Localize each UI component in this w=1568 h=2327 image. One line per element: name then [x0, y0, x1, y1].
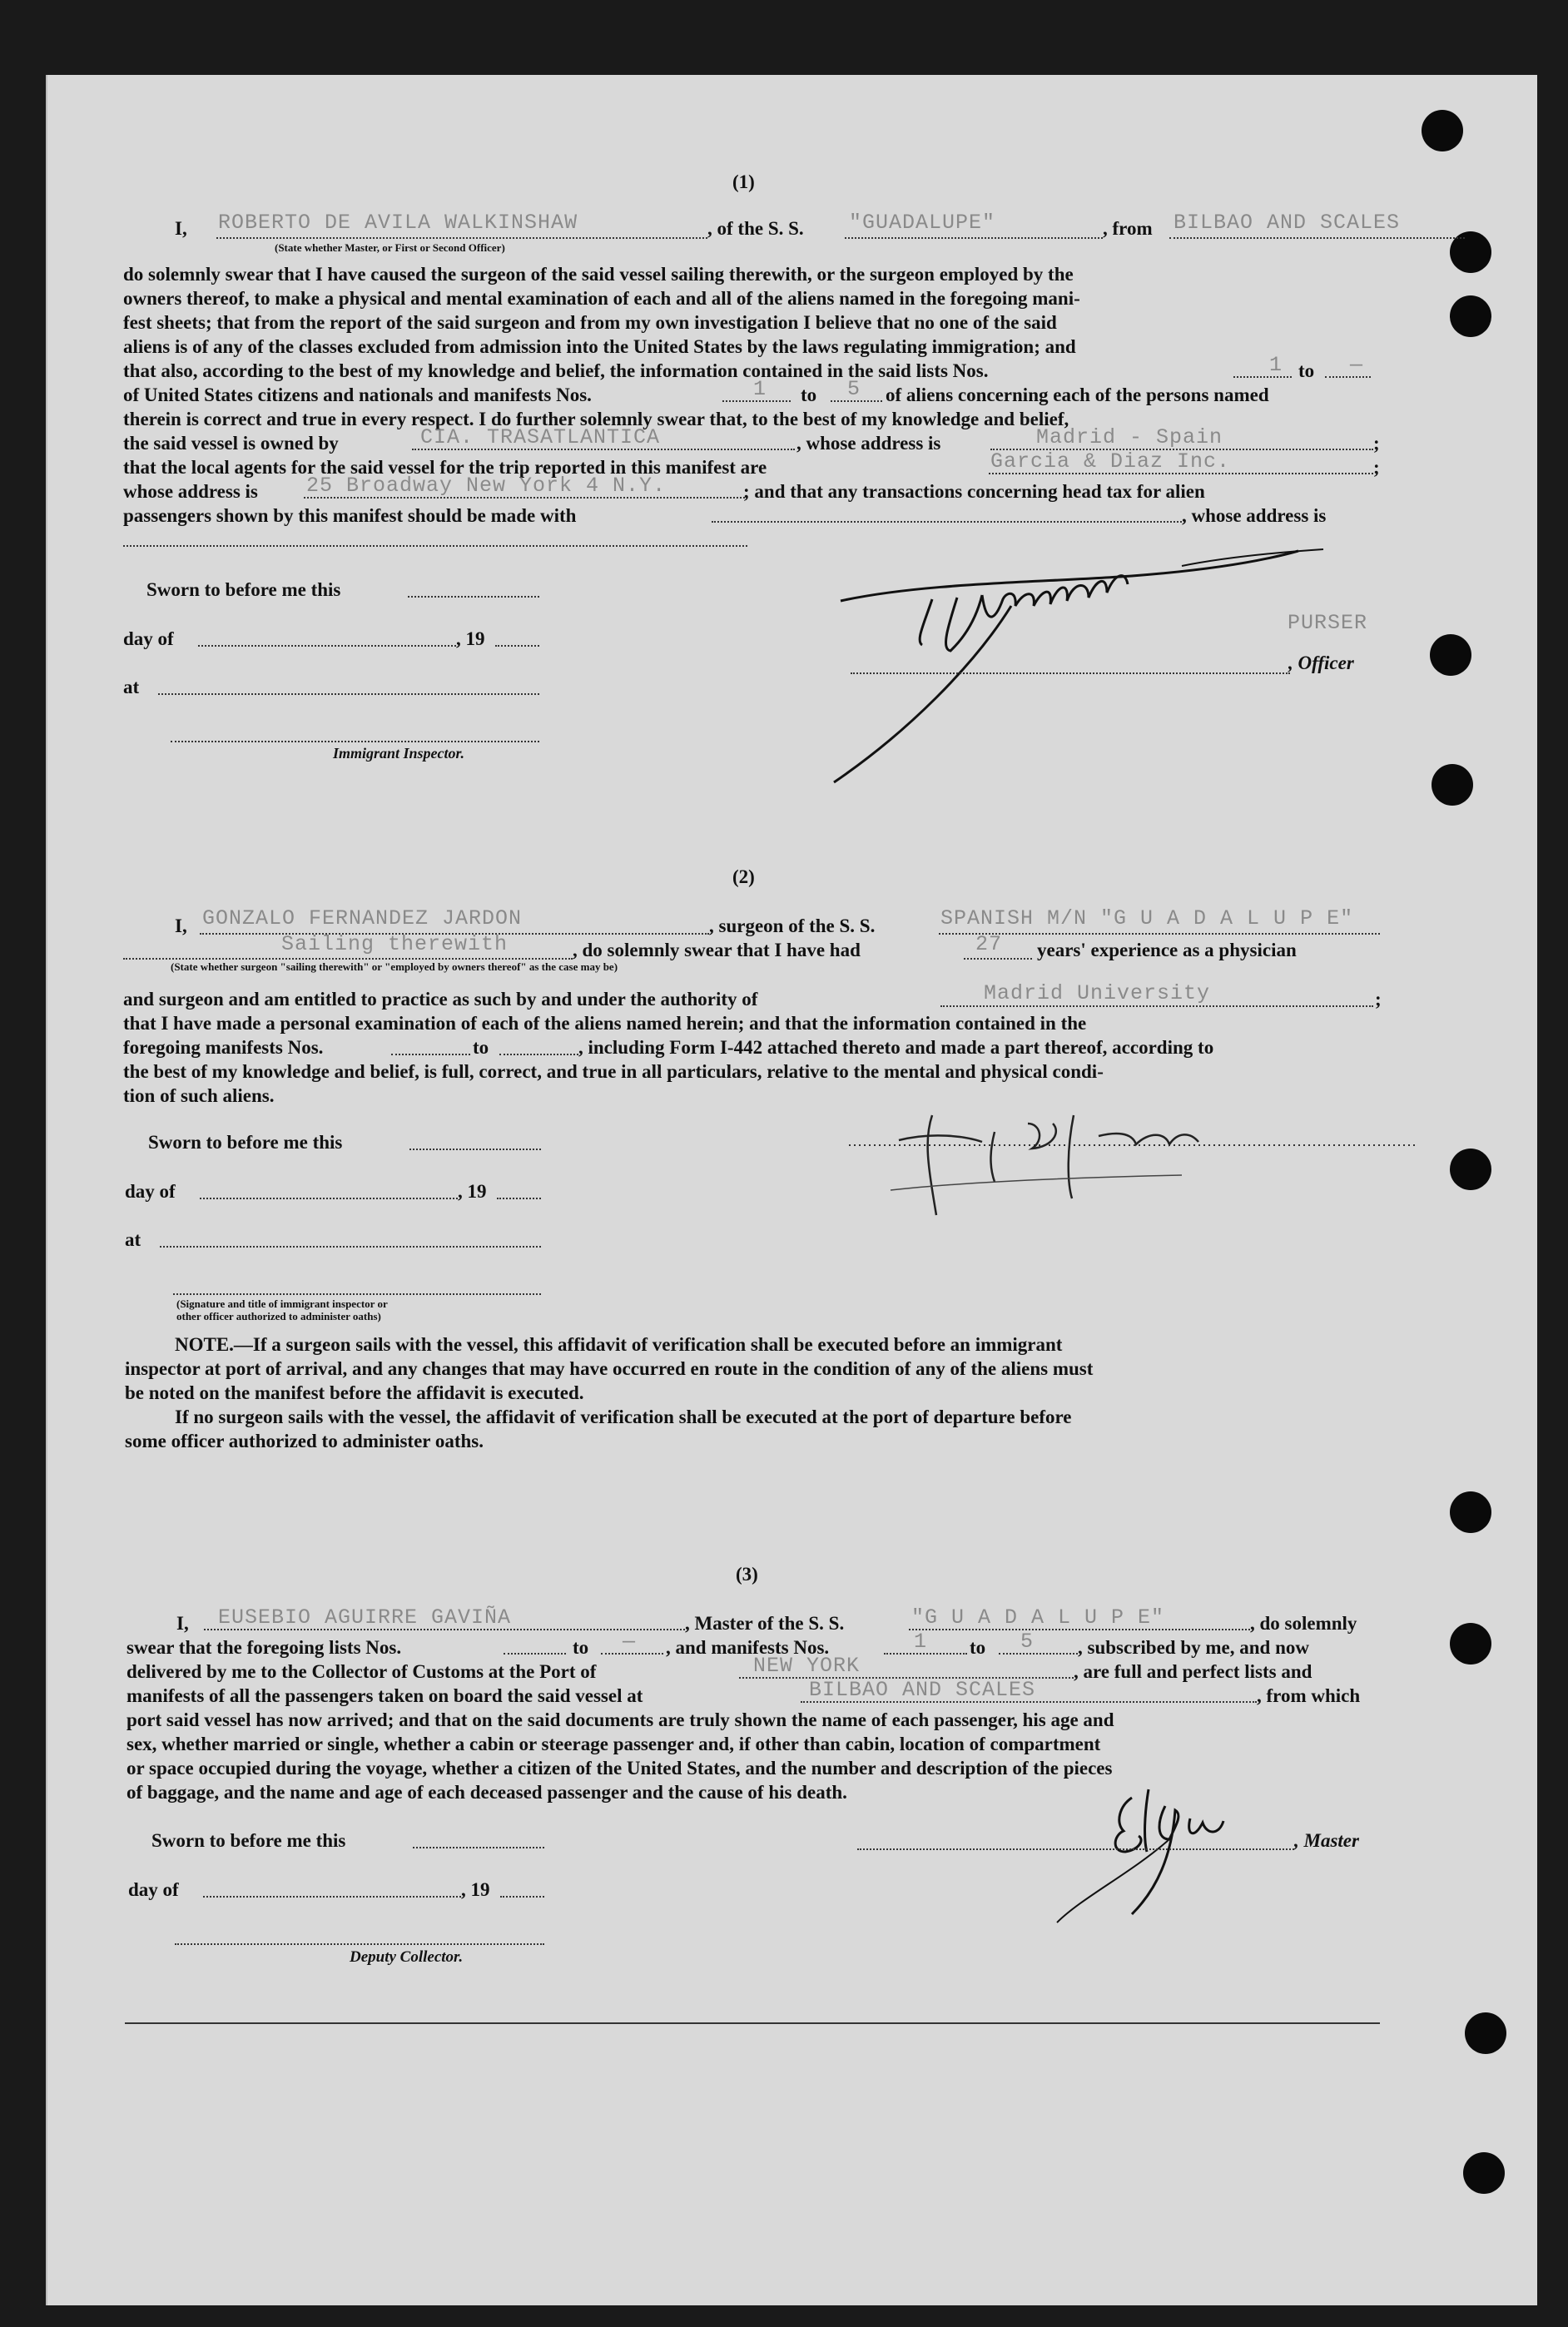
year-text: , 19: [456, 628, 485, 649]
section3-master-name-value: EUSEBIO AGUIRRE GAVIÑA: [218, 1605, 512, 1630]
line6b: of aliens concerning each of the persons named: [886, 385, 1269, 405]
sworn-text: Sworn to before me this: [146, 579, 341, 600]
section1-number: (1): [732, 171, 755, 192]
sig-caption-2: other officer authorized to administer oaths): [176, 1310, 381, 1322]
lists-to-line: [1325, 376, 1371, 378]
section1-line: that also, according to the best of my knowledge and belief, the information contained in the said lists Nos.: [123, 360, 989, 381]
punch-hole: [1450, 1623, 1491, 1665]
day-line: [203, 1896, 461, 1898]
of-ss-text: , of the S. S.: [707, 218, 804, 239]
purser-title: PURSER: [1288, 611, 1368, 635]
authority-line: [940, 1005, 1373, 1007]
punch-hole: [1422, 110, 1463, 151]
punch-hole: [1450, 1149, 1491, 1190]
punch-hole: [1432, 764, 1473, 806]
master-signature: [1032, 1773, 1282, 1939]
day-line: [200, 1198, 458, 1199]
section3-manifests-from-value: 1: [914, 1630, 928, 1654]
line5b: , including Form I-442 attached thereto and made a part thereof, according to: [578, 1037, 1214, 1058]
from-port-value: BILBAO AND SCALES: [1174, 211, 1401, 235]
line2c: , subscribed by me, and now: [1078, 1637, 1309, 1658]
master-of-text: , Master of the S. S.: [685, 1613, 845, 1634]
surgeon-of-text: , surgeon of the S. S.: [709, 915, 876, 936]
vessel-line: [845, 237, 1103, 239]
note-line: NOTE.—If a surgeon sails with the vessel, this affidavit of verification shall be executed before an immigrant: [175, 1334, 1063, 1355]
year-line: [495, 645, 539, 647]
sworn-text: Sworn to before me this: [151, 1830, 346, 1851]
authority-value: Madrid University: [984, 981, 1211, 1005]
agents-value: Garcia & Diaz Inc.: [990, 449, 1231, 474]
surgeon-signature: [849, 1099, 1432, 1223]
note-line: some officer authorized to administer oaths.: [125, 1431, 484, 1451]
from-text: , from: [1103, 218, 1153, 239]
section1-i: I,: [175, 218, 187, 239]
owner-value: CIA. TRASATLANTICA: [420, 425, 661, 449]
year-line: [497, 1198, 541, 1199]
lists-to-value: —: [1350, 353, 1364, 377]
years-value: 27: [975, 932, 1003, 956]
semicolon: ;: [1373, 457, 1380, 478]
day-of-text: day of: [123, 628, 174, 649]
to-text: to: [801, 385, 817, 405]
section1-line: fest sheets; that from the report of the said surgeon and from my own investigation I believe that no one of the said: [123, 312, 1057, 333]
semicolon: ;: [1375, 989, 1382, 1010]
master-caption: , Master: [1294, 1830, 1359, 1851]
lists-from-value: 1: [1269, 353, 1283, 377]
line2b: , do solemnly swear that I have had: [573, 940, 861, 960]
line7: therein is correct and true in every respect. I do further solemnly swear that, to the best of my knowledge and belief,: [123, 409, 1069, 429]
line11b: , whose address is: [1182, 505, 1327, 526]
day-of-text: day of: [125, 1181, 176, 1202]
year-text: , 19: [461, 1879, 490, 1900]
year-text: , 19: [458, 1181, 487, 1202]
sailing-line: [123, 958, 573, 960]
sworn-line: [409, 1149, 541, 1150]
section3-manifests-to-value: 5: [1020, 1630, 1035, 1654]
to-text: to: [1298, 360, 1315, 381]
section2-number: (2): [732, 866, 755, 887]
line1b: , do solemnly: [1250, 1613, 1357, 1634]
sailing-value: Sailing therewith: [281, 932, 509, 956]
punch-hole: [1465, 2012, 1506, 2054]
port-value: NEW YORK: [753, 1654, 861, 1678]
section2-caption: (State whether surgeon "sailing therewith" or "employed by owners thereof" as the case may be): [171, 960, 618, 973]
line11a: passengers shown by this manifest should be made with: [123, 505, 577, 526]
line10b: ; and that any transactions concerning head tax for alien: [743, 481, 1205, 502]
day-of-text: day of: [128, 1879, 179, 1900]
agents-address-value: 25 Broadway New York 4 N.Y.: [306, 474, 667, 498]
line9a: that the local agents for the said vessel for the trip reported in this manifest are: [123, 457, 767, 478]
officer-sig-line: [851, 672, 1290, 674]
manifests-to-value: 5: [847, 377, 861, 401]
section3-line: or space occupied during the voyage, whether a citizen of the United States, and the number and description of the pieces: [127, 1758, 1113, 1779]
owner-address-value: Madrid - Spain: [1036, 425, 1223, 449]
surgeon-vessel-line: [939, 933, 1380, 935]
surgeon-vessel-value: SPANISH M/N "G U A D A L U P E": [940, 906, 1354, 930]
section1-line: do solemnly swear that I have caused the surgeon of the said vessel sailing therewith, or the surgeon employed by the: [123, 264, 1074, 285]
master-name-line: [216, 237, 707, 239]
to-text: to: [970, 1637, 986, 1658]
sworn-line: [413, 1847, 544, 1848]
line4b: , from which: [1257, 1685, 1361, 1706]
section3-number: (3): [736, 1564, 758, 1585]
year-line: [500, 1896, 544, 1898]
section3-manifests-to-line: [999, 1653, 1078, 1655]
line8b: , whose address is: [796, 433, 941, 454]
inspector-sig-line: [171, 741, 539, 742]
collector-sig-line: [175, 1943, 544, 1945]
at-text: at: [123, 677, 140, 697]
section3-line: port said vessel has now arrived; and that on the said documents are truly shown the name of each passenger, his age and: [127, 1709, 1114, 1730]
line2c: years' experience as a physician: [1037, 940, 1297, 960]
sworn-line: [408, 596, 539, 598]
punch-hole: [1450, 295, 1491, 337]
line3a: and surgeon and am entitled to practice as such by and under the authority of: [123, 989, 758, 1010]
years-line: [964, 958, 1032, 960]
inspector-sig-line: [173, 1293, 541, 1295]
section3-i: I,: [176, 1613, 189, 1634]
head-tax-address-line: [123, 545, 747, 547]
head-tax-line: [712, 521, 1182, 523]
bottom-rule: [125, 2022, 1380, 2024]
line2a: swear that the foregoing lists Nos.: [127, 1637, 402, 1658]
section3-line: of baggage, and the name and age of each deceased passenger and the cause of his death.: [127, 1782, 847, 1803]
section3-vessel-value: "G U A D A L U P E": [911, 1605, 1165, 1630]
surgeon-name-value: GONZALO FERNANDEZ JARDON: [202, 906, 523, 930]
master-sig-line: [857, 1848, 1294, 1850]
vessel-value: "GUADALUPE": [849, 211, 996, 235]
line10a: whose address is: [123, 481, 258, 502]
line2b: , and manifests Nos.: [666, 1637, 830, 1658]
surgeon-manifests-from-line: [391, 1054, 470, 1055]
section1-line: owners thereof, to make a physical and mental examination of each and all of the aliens named in the foregoing mani-: [123, 288, 1080, 309]
line6a: of United States citizens and nationals and manifests Nos.: [123, 385, 592, 405]
punch-hole: [1463, 2152, 1505, 2194]
at-line: [158, 693, 539, 695]
sworn-text: Sworn to before me this: [148, 1132, 343, 1153]
line3b: , are full and perfect lists and: [1074, 1661, 1312, 1682]
punch-hole: [1430, 634, 1471, 676]
to-text: to: [573, 1637, 589, 1658]
section3-line: sex, whether married or single, whether a cabin or steerage passenger and, if other than cabin, location of compartment: [127, 1734, 1101, 1754]
master-name-value: ROBERTO DE AVILA WALKINSHAW: [218, 211, 578, 235]
semicolon: ;: [1373, 433, 1380, 454]
note-line: If no surgeon sails with the vessel, the affidavit of verification shall be executed at the port of departure before: [175, 1407, 1072, 1427]
section3-lists-to-value: —: [623, 1630, 637, 1654]
manifests-from-value: 1: [753, 377, 767, 401]
day-line: [198, 645, 456, 647]
lists-from-line: [1233, 376, 1292, 378]
line5a: foregoing manifests Nos.: [123, 1037, 324, 1058]
surgeon-manifests-to-line: [499, 1054, 578, 1055]
at-text: at: [125, 1229, 141, 1250]
section3-from-port-value: BILBAO AND SCALES: [809, 1678, 1036, 1702]
line7: tion of such aliens.: [123, 1085, 275, 1106]
section2-i: I,: [175, 915, 187, 936]
from-port-line: [1169, 237, 1465, 239]
section3-lists-from-line: [504, 1653, 566, 1655]
to-text: to: [473, 1037, 489, 1058]
purser-signature: [824, 533, 1340, 791]
note-line: be noted on the manifest before the affidavit is executed.: [125, 1382, 584, 1403]
note-line: inspector at port of arrival, and any changes that may have occurred en route in the condition of any of the aliens must: [125, 1358, 1094, 1379]
inspector-caption: Immigrant Inspector.: [333, 745, 465, 762]
at-line: [160, 1246, 541, 1248]
collector-caption: Deputy Collector.: [350, 1948, 464, 1966]
section1-caption: (State whether Master, or First or Second Officer): [275, 241, 505, 254]
line6: the best of my knowledge and belief, is full, correct, and true in all particulars, relative to the mental and physical condi-: [123, 1061, 1104, 1082]
section1-line: aliens is of any of the classes excluded from admission into the United States by the laws regulating immigration; and: [123, 336, 1076, 357]
sig-caption-1: (Signature and title of immigrant inspector or: [176, 1297, 388, 1310]
line4a: manifests of all the passengers taken on board the said vessel at: [127, 1685, 643, 1706]
line4: that I have made a personal examination of each of the aliens named herein; and that the information contained in the: [123, 1013, 1087, 1034]
punch-hole: [1450, 1491, 1491, 1533]
line3a: delivered by me to the Collector of Customs at the Port of: [127, 1661, 597, 1682]
officer-caption: , Officer: [1288, 652, 1354, 673]
line8a: the said vessel is owned by: [123, 433, 339, 454]
